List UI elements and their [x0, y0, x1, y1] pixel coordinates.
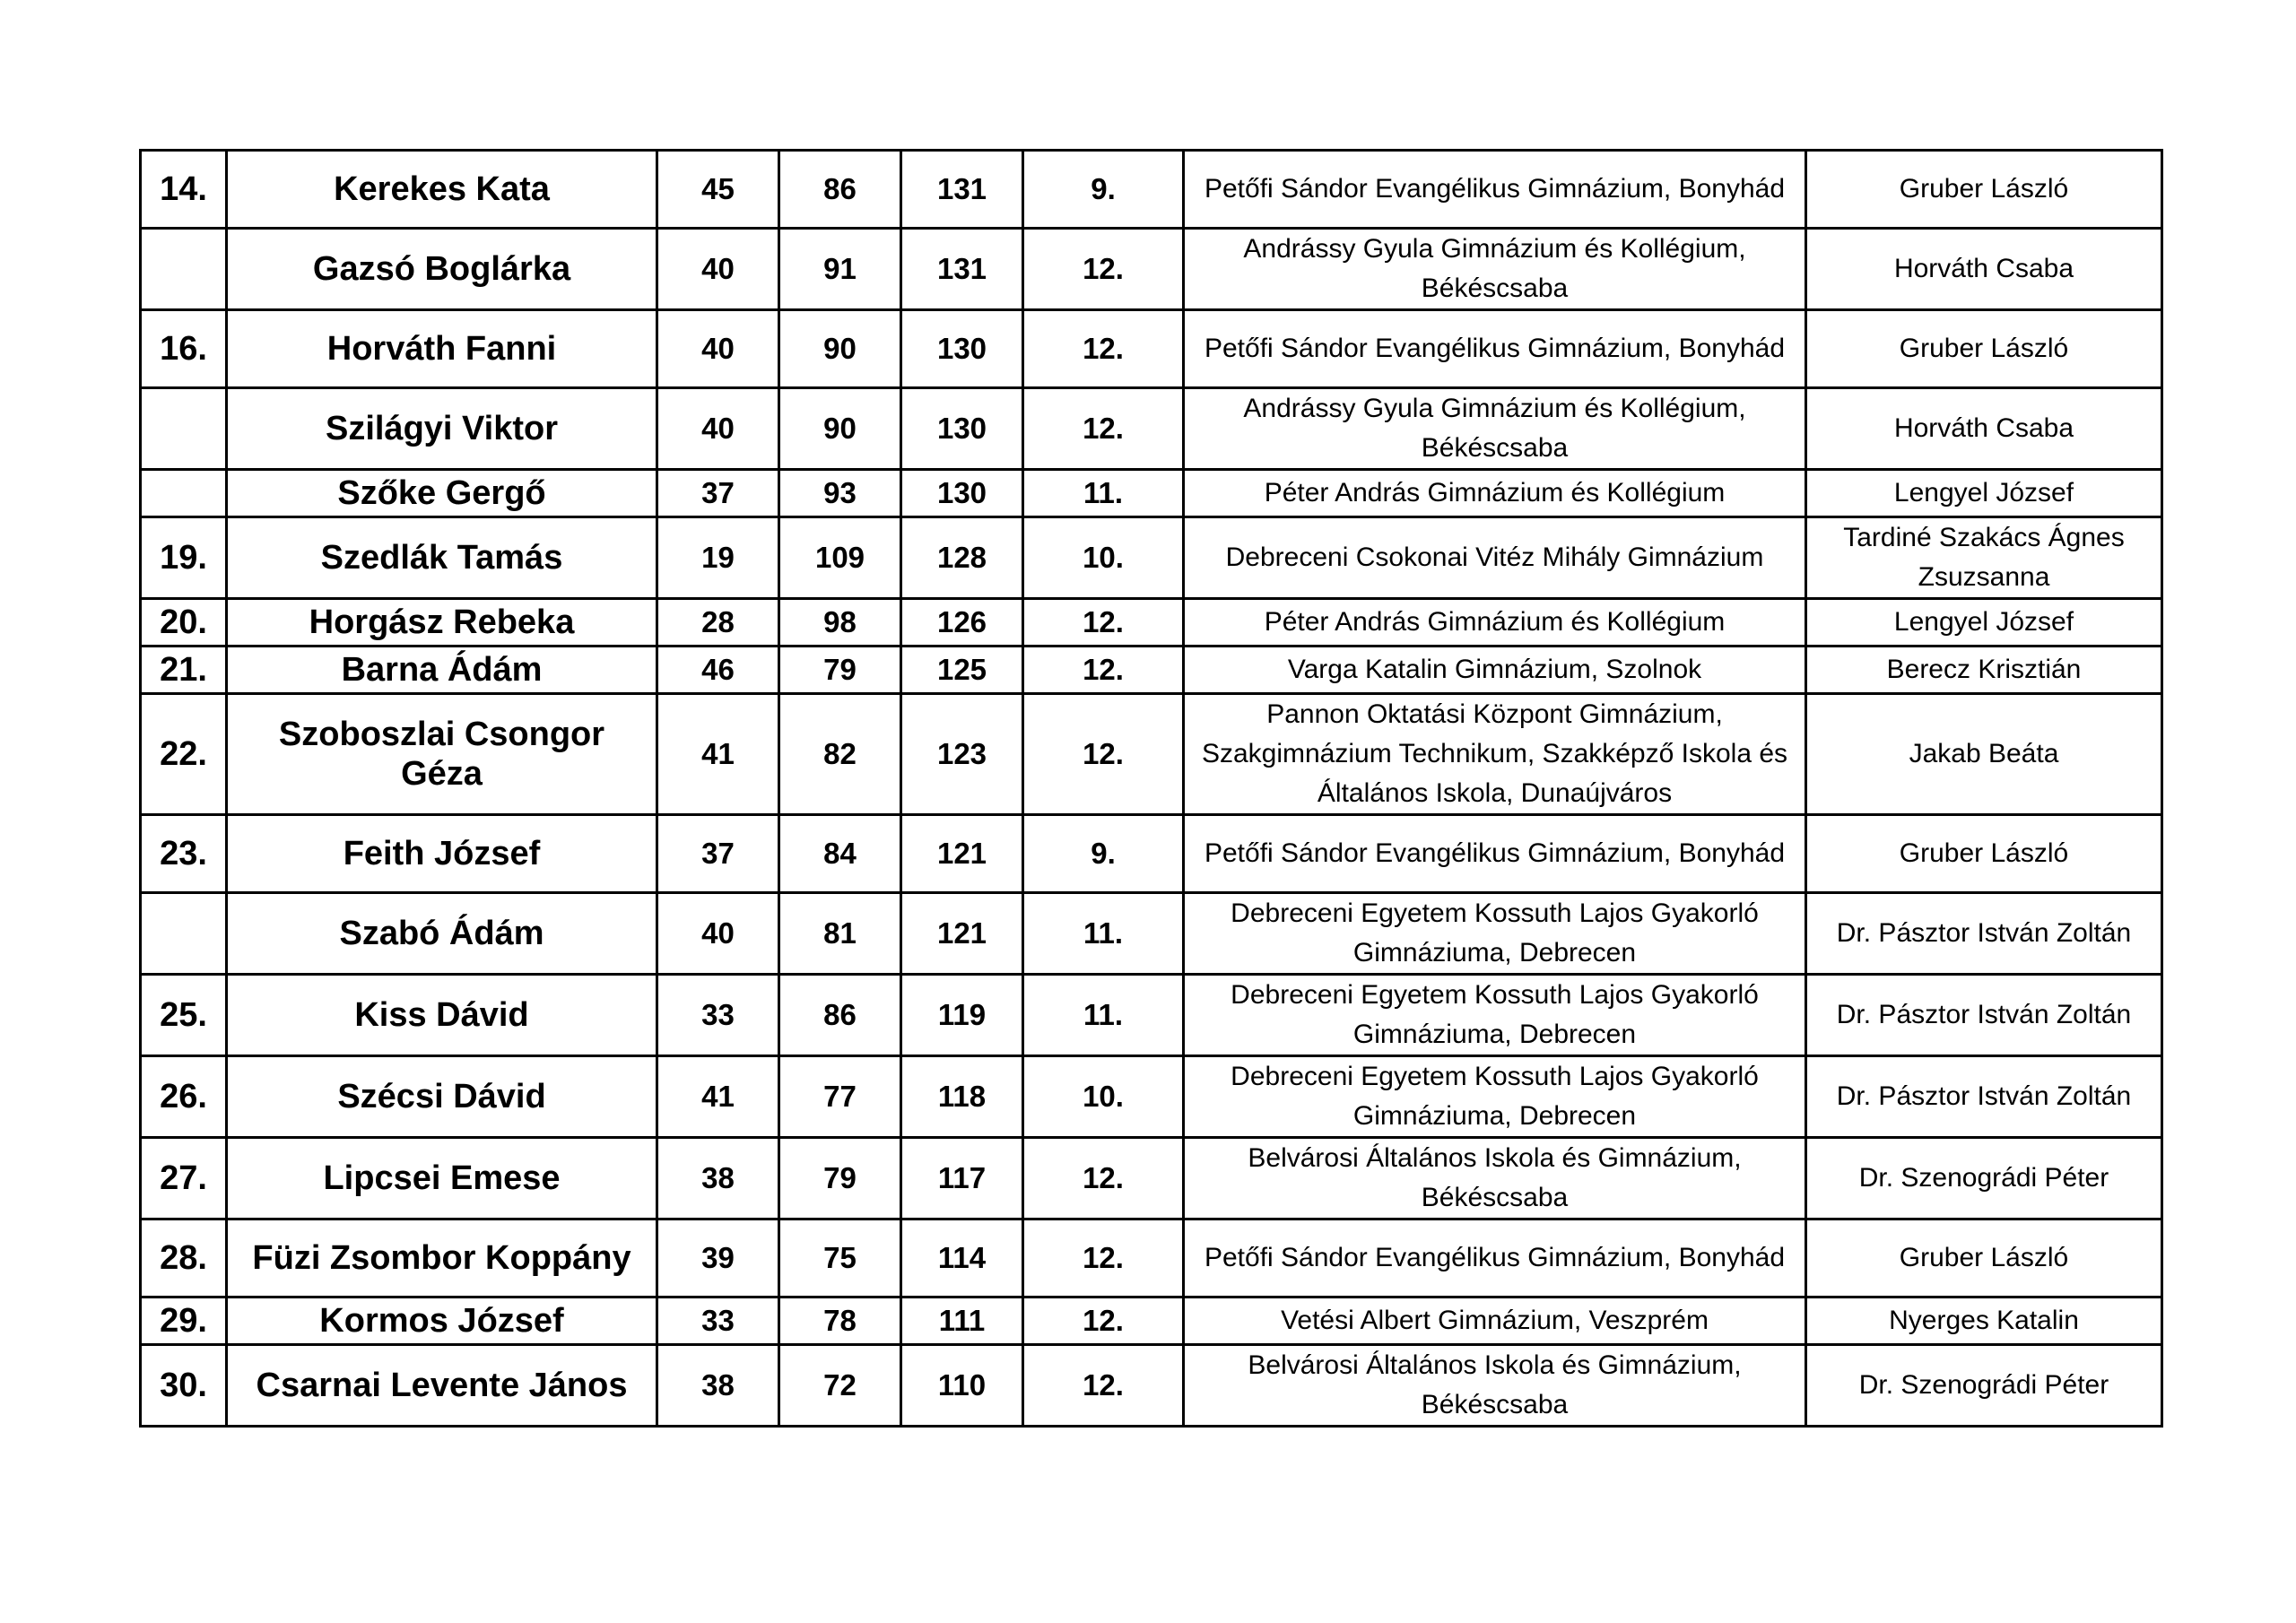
score-2-cell: 82 [779, 694, 901, 815]
name-cell: Feith József [227, 815, 657, 893]
score-2-cell: 75 [779, 1219, 901, 1298]
results-table [139, 149, 2163, 1428]
grade-cell: 12. [1023, 1219, 1184, 1298]
score-2-cell: 98 [779, 599, 901, 647]
score-2-cell: 81 [779, 893, 901, 975]
grade-cell: 12. [1023, 599, 1184, 647]
score-1-cell: 40 [657, 388, 779, 470]
table-row [141, 229, 2162, 310]
grade-cell: 12. [1023, 1298, 1184, 1345]
rank-cell: 27. [141, 1138, 227, 1219]
teacher-cell: Nyerges Katalin [1806, 1298, 2162, 1345]
name-cell: Lipcsei Emese [227, 1138, 657, 1219]
total-cell: 121 [901, 893, 1023, 975]
table-row [141, 1298, 2162, 1345]
score-1-cell: 37 [657, 815, 779, 893]
rank-cell: 22. [141, 694, 227, 815]
school-cell: Andrássy Gyula Gimnázium és Kollégium, Békéscsaba [1184, 388, 1806, 470]
table-row [141, 1345, 2162, 1427]
grade-cell: 9. [1023, 151, 1184, 229]
grade-cell: 12. [1023, 310, 1184, 388]
score-2-cell: 93 [779, 470, 901, 517]
grade-cell: 10. [1023, 517, 1184, 599]
total-cell: 110 [901, 1345, 1023, 1427]
table-row [141, 1056, 2162, 1138]
total-cell: 130 [901, 388, 1023, 470]
total-cell: 117 [901, 1138, 1023, 1219]
rank-cell: 28. [141, 1219, 227, 1298]
school-cell: Debreceni Egyetem Kossuth Lajos Gyakorló Gimnáziuma, Debrecen [1184, 893, 1806, 975]
name-cell: Szécsi Dávid [227, 1056, 657, 1138]
score-1-cell: 33 [657, 1298, 779, 1345]
rank-cell: 23. [141, 815, 227, 893]
score-1-cell: 33 [657, 975, 779, 1056]
rank-cell: 14. [141, 151, 227, 229]
grade-cell: 12. [1023, 1138, 1184, 1219]
grade-cell: 11. [1023, 893, 1184, 975]
table-row [141, 310, 2162, 388]
grade-cell: 12. [1023, 229, 1184, 310]
score-1-cell: 38 [657, 1138, 779, 1219]
name-cell: Szabó Ádám [227, 893, 657, 975]
total-cell: 125 [901, 647, 1023, 694]
total-cell: 128 [901, 517, 1023, 599]
total-cell: 114 [901, 1219, 1023, 1298]
table-row [141, 151, 2162, 229]
school-cell: Petőfi Sándor Evangélikus Gimnázium, Bonyhád [1184, 151, 1806, 229]
grade-cell: 12. [1023, 647, 1184, 694]
grade-cell: 11. [1023, 470, 1184, 517]
rank-cell: 25. [141, 975, 227, 1056]
score-1-cell: 28 [657, 599, 779, 647]
school-cell: Debreceni Csokonai Vitéz Mihály Gimnázium [1184, 517, 1806, 599]
rank-cell: 21. [141, 647, 227, 694]
grade-cell: 12. [1023, 388, 1184, 470]
score-1-cell: 41 [657, 694, 779, 815]
rank-cell: 26. [141, 1056, 227, 1138]
rank-cell: 16. [141, 310, 227, 388]
table-row [141, 647, 2162, 694]
teacher-cell: Horváth Csaba [1806, 229, 2162, 310]
table-row [141, 470, 2162, 517]
rank-cell: 30. [141, 1345, 227, 1427]
name-cell: Horváth Fanni [227, 310, 657, 388]
teacher-cell: Dr. Pásztor István Zoltán [1806, 893, 2162, 975]
name-cell: Füzi Zsombor Koppány [227, 1219, 657, 1298]
score-2-cell: 79 [779, 1138, 901, 1219]
teacher-cell: Gruber László [1806, 815, 2162, 893]
score-1-cell: 40 [657, 229, 779, 310]
name-cell: Barna Ádám [227, 647, 657, 694]
teacher-cell: Lengyel József [1806, 599, 2162, 647]
table-row [141, 388, 2162, 470]
school-cell: Péter András Gimnázium és Kollégium [1184, 470, 1806, 517]
school-cell: Belvárosi Általános Iskola és Gimnázium, Békéscsaba [1184, 1138, 1806, 1219]
score-1-cell: 38 [657, 1345, 779, 1427]
score-2-cell: 90 [779, 310, 901, 388]
rank-cell [141, 388, 227, 470]
score-1-cell: 41 [657, 1056, 779, 1138]
score-1-cell: 46 [657, 647, 779, 694]
name-cell: Szilágyi Viktor [227, 388, 657, 470]
total-cell: 130 [901, 310, 1023, 388]
total-cell: 118 [901, 1056, 1023, 1138]
grade-cell: 9. [1023, 815, 1184, 893]
total-cell: 123 [901, 694, 1023, 815]
teacher-cell: Berecz Krisztián [1806, 647, 2162, 694]
name-cell: Kiss Dávid [227, 975, 657, 1056]
table-row [141, 815, 2162, 893]
total-cell: 131 [901, 151, 1023, 229]
name-cell: Kormos József [227, 1298, 657, 1345]
total-cell: 130 [901, 470, 1023, 517]
rank-cell [141, 229, 227, 310]
teacher-cell: Dr. Szenográdi Péter [1806, 1138, 2162, 1219]
teacher-cell: Lengyel József [1806, 470, 2162, 517]
rank-cell [141, 470, 227, 517]
school-cell: Péter András Gimnázium és Kollégium [1184, 599, 1806, 647]
grade-cell: 12. [1023, 694, 1184, 815]
name-cell: Horgász Rebeka [227, 599, 657, 647]
grade-cell: 12. [1023, 1345, 1184, 1427]
total-cell: 119 [901, 975, 1023, 1056]
school-cell: Petőfi Sándor Evangélikus Gimnázium, Bonyhád [1184, 1219, 1806, 1298]
name-cell: Szoboszlai Csongor Géza [227, 694, 657, 815]
score-1-cell: 19 [657, 517, 779, 599]
score-2-cell: 77 [779, 1056, 901, 1138]
teacher-cell: Dr. Szenográdi Péter [1806, 1345, 2162, 1427]
score-2-cell: 78 [779, 1298, 901, 1345]
teacher-cell: Gruber László [1806, 151, 2162, 229]
score-1-cell: 37 [657, 470, 779, 517]
score-2-cell: 72 [779, 1345, 901, 1427]
score-1-cell: 39 [657, 1219, 779, 1298]
rank-cell: 20. [141, 599, 227, 647]
score-1-cell: 45 [657, 151, 779, 229]
name-cell: Szőke Gergő [227, 470, 657, 517]
score-2-cell: 86 [779, 151, 901, 229]
teacher-cell: Gruber László [1806, 310, 2162, 388]
rank-cell: 29. [141, 1298, 227, 1345]
name-cell: Szedlák Tamás [227, 517, 657, 599]
school-cell: Petőfi Sándor Evangélikus Gimnázium, Bonyhád [1184, 815, 1806, 893]
name-cell: Kerekes Kata [227, 151, 657, 229]
table-row [141, 1219, 2162, 1298]
grade-cell: 10. [1023, 1056, 1184, 1138]
school-cell: Debreceni Egyetem Kossuth Lajos Gyakorló Gimnáziuma, Debrecen [1184, 1056, 1806, 1138]
school-cell: Pannon Oktatási Központ Gimnázium, Szakgimnázium Technikum, Szakképző Iskola és Általános Iskola, Dunaújváros [1184, 694, 1806, 815]
total-cell: 126 [901, 599, 1023, 647]
table-row [141, 975, 2162, 1056]
total-cell: 121 [901, 815, 1023, 893]
table-row [141, 517, 2162, 599]
score-2-cell: 91 [779, 229, 901, 310]
name-cell: Gazsó Boglárka [227, 229, 657, 310]
teacher-cell: Jakab Beáta [1806, 694, 2162, 815]
school-cell: Varga Katalin Gimnázium, Szolnok [1184, 647, 1806, 694]
school-cell: Debreceni Egyetem Kossuth Lajos Gyakorló Gimnáziuma, Debrecen [1184, 975, 1806, 1056]
score-2-cell: 79 [779, 647, 901, 694]
score-1-cell: 40 [657, 893, 779, 975]
school-cell: Vetési Albert Gimnázium, Veszprém [1184, 1298, 1806, 1345]
total-cell: 111 [901, 1298, 1023, 1345]
teacher-cell: Gruber László [1806, 1219, 2162, 1298]
teacher-cell: Dr. Pásztor István Zoltán [1806, 975, 2162, 1056]
grade-cell: 11. [1023, 975, 1184, 1056]
table-row [141, 599, 2162, 647]
score-2-cell: 90 [779, 388, 901, 470]
rank-cell [141, 893, 227, 975]
table-row [141, 1138, 2162, 1219]
score-2-cell: 86 [779, 975, 901, 1056]
school-cell: Andrássy Gyula Gimnázium és Kollégium, Békéscsaba [1184, 229, 1806, 310]
school-cell: Belvárosi Általános Iskola és Gimnázium, Békéscsaba [1184, 1345, 1806, 1427]
total-cell: 131 [901, 229, 1023, 310]
teacher-cell: Tardiné Szakács Ágnes Zsuzsanna [1806, 517, 2162, 599]
score-1-cell: 40 [657, 310, 779, 388]
score-2-cell: 109 [779, 517, 901, 599]
school-cell: Petőfi Sándor Evangélikus Gimnázium, Bonyhád [1184, 310, 1806, 388]
rank-cell: 19. [141, 517, 227, 599]
table-row [141, 893, 2162, 975]
name-cell: Csarnai Levente János [227, 1345, 657, 1427]
table-row [141, 694, 2162, 815]
teacher-cell: Dr. Pásztor István Zoltán [1806, 1056, 2162, 1138]
teacher-cell: Horváth Csaba [1806, 388, 2162, 470]
score-2-cell: 84 [779, 815, 901, 893]
